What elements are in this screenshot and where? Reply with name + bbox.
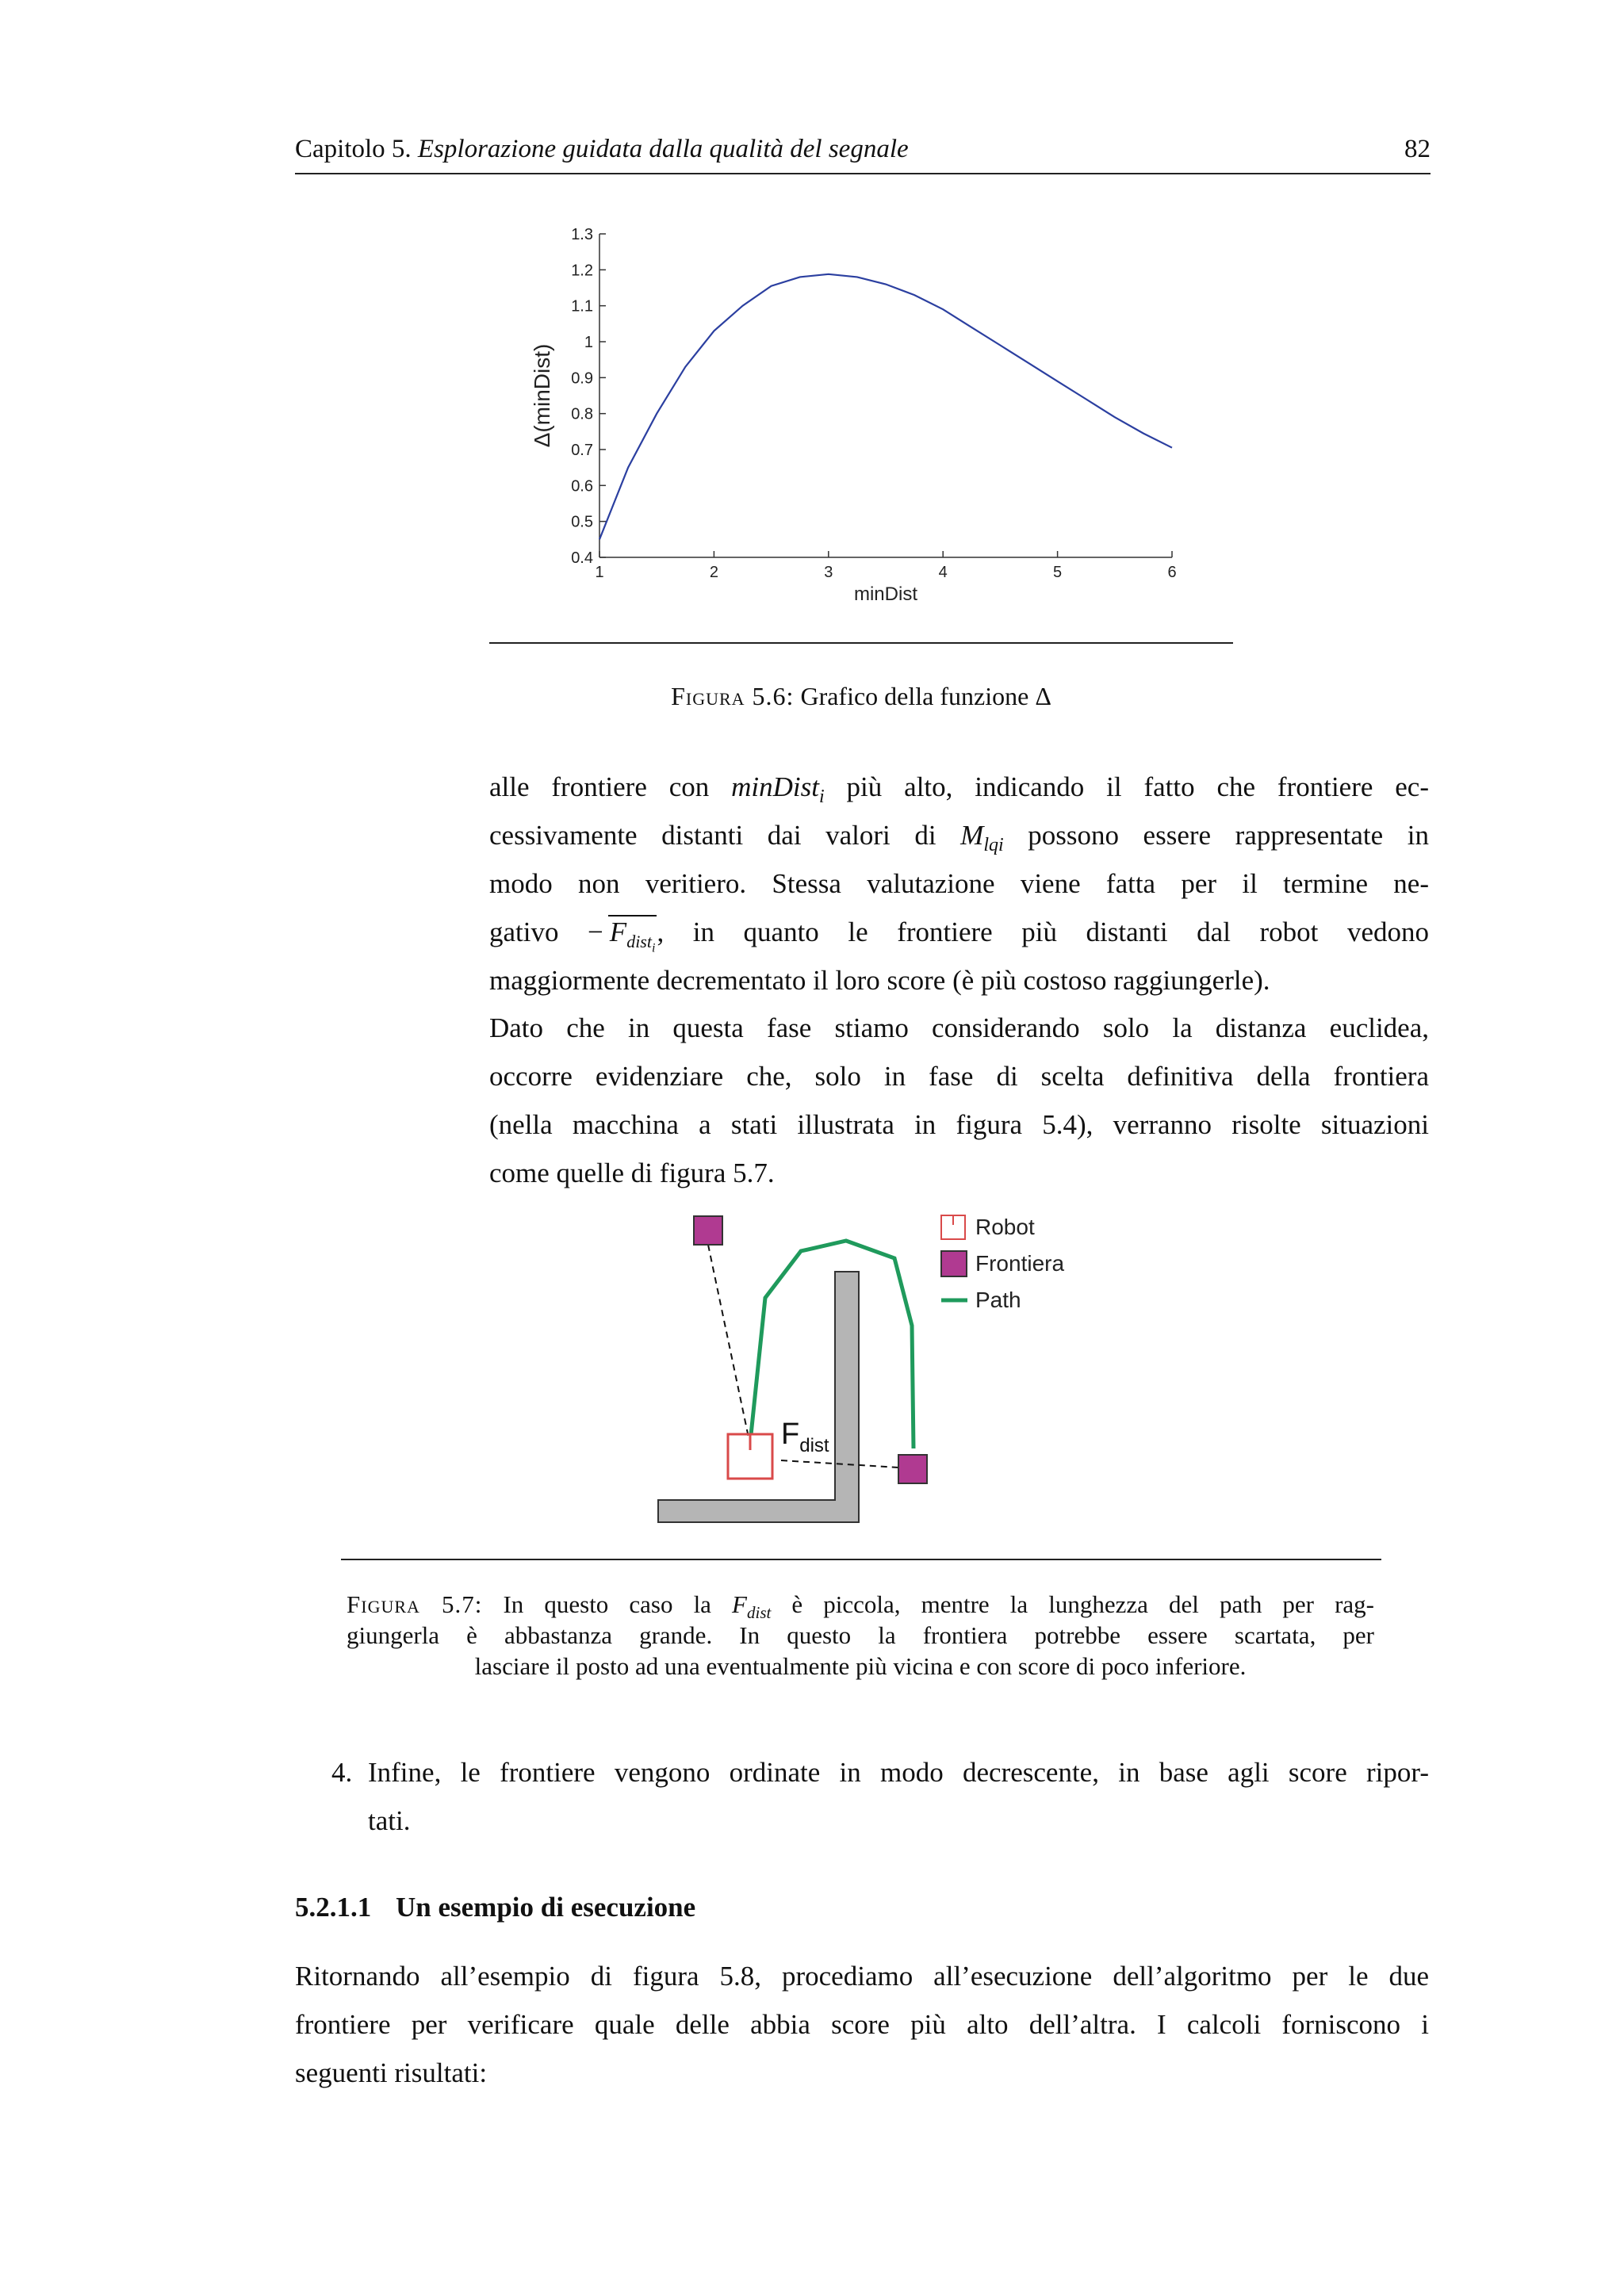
sqrt-radicand: $F_{dist_i}$ xyxy=(608,915,657,964)
figure-5-7-caption-line: giungerla è abbastanza grande. In questo la frontiera potrebbe essere scartata, per xyxy=(347,1621,1374,1649)
subsection-number: 5.2.1.1 xyxy=(295,1892,372,1923)
figure-5-6-caption xyxy=(489,682,1233,711)
x-tick-label: 3 xyxy=(824,564,833,581)
y-tick-label: 0.6 xyxy=(571,477,593,496)
figure-5-7-rule xyxy=(341,1559,1381,1560)
list-item-4 xyxy=(331,1748,1429,1845)
paragraph-3-line: frontiere per verificare quale delle abbia score più alto dell’altra. I calcoli forniscono i xyxy=(295,2009,1429,2040)
y-axis-label: Δ(minDist) xyxy=(530,343,554,448)
legend-robot-label: Robot xyxy=(975,1215,1035,1239)
subsection-title: Un esempio di esecuzione xyxy=(396,1892,696,1923)
x-tick-label: 4 xyxy=(938,564,948,581)
wall-obstacle xyxy=(658,1272,859,1522)
paragraph-2-line: Dato che in questa fase stiamo considerando solo la distanza euclidea, xyxy=(489,1012,1429,1043)
x-tick-label: 5 xyxy=(1053,564,1063,581)
legend-frontier-label: Frontiera xyxy=(975,1251,1065,1276)
paragraph-3-line: Ritornando all’esempio di figura 5.8, procediamo all’esecuzione dell’algoritmo per le due xyxy=(295,1961,1429,1992)
paragraph-1-line: alle frontiere con minDist$_i$ più alto, indicando il fatto che frontiere ec- xyxy=(489,771,1429,807)
x-axis-label: minDist xyxy=(853,584,918,605)
delta-function-chart xyxy=(523,218,1189,614)
figure-5-7-caption-line: lasciare il posto ad una eventualmente più vicina e con score di poco inferiore. xyxy=(474,1652,1247,1680)
fdist-label: $F_{dist}$ xyxy=(781,1418,829,1456)
figure-5-7-caption-line: Figura 5.7: In questo caso la $F_{dist}$ è piccola, mentre la lunghezza del path per rag- xyxy=(347,1590,1374,1623)
y-tick-label: 0.9 xyxy=(571,369,593,388)
header-chapter-title: Esplorazione guidata dalla qualità del segnale xyxy=(417,135,909,163)
paragraph-2-line: (nella macchina a stati illustrata in figura 5.4), verranno risolte situazioni xyxy=(489,1109,1429,1140)
paragraph-2-line: occorre evidenziare che, solo in fase di scelta definitiva della frontiera xyxy=(489,1061,1429,1092)
paragraph-1-line: cessivamente distanti dai valori di $M_{lqi}$ possono essere rappresentate in xyxy=(489,820,1429,855)
header-chapter xyxy=(295,135,909,164)
list-item-number: 4. xyxy=(331,1757,353,1788)
legend-path-label: Path xyxy=(975,1288,1021,1312)
page-number: 82 xyxy=(1404,135,1431,163)
y-tick-label: 0.4 xyxy=(571,549,593,567)
y-tick-label: 1.1 xyxy=(571,297,593,316)
paragraph-2-line: come quelle di figura 5.7. xyxy=(489,1158,775,1188)
y-tick-label: 1.3 xyxy=(571,226,593,243)
y-tick-label: 1.2 xyxy=(571,262,593,280)
paragraph-3-line: seguenti risultati: xyxy=(295,2057,488,2088)
figure-5-6-caption-label: Figura 5.6: xyxy=(671,682,795,710)
legend-frontier-swatch xyxy=(941,1251,967,1276)
y-tick-label: 0.7 xyxy=(571,442,593,459)
y-tick-label: 1 xyxy=(584,334,593,351)
paragraph-2 xyxy=(489,1004,1429,1197)
dashed-line-top xyxy=(708,1245,749,1437)
paragraph-1-line: modo non veritiero. Stessa valutazione viene fatta per il termine ne- xyxy=(489,868,1429,899)
figure-5-6-caption-text: Grafico della funzione Δ xyxy=(800,682,1051,710)
paragraph-1-line: maggiormente decrementato il loro score (è più costoso raggiungerle). xyxy=(489,965,1270,996)
running-header xyxy=(295,132,1431,174)
series-line xyxy=(599,274,1172,540)
x-tick-label: 6 xyxy=(1167,564,1177,581)
y-tick-label: 0.8 xyxy=(571,405,593,423)
frontier-right xyxy=(898,1455,927,1483)
list-item-line: Infine, le frontiere vengono ordinate in modo decrescente, in base agli score ripor- xyxy=(368,1757,1429,1788)
figure-5-7-caption xyxy=(347,1589,1374,1682)
x-tick-label: 2 xyxy=(709,564,718,581)
paragraph-1-line: gativo − $F_{dist_i}$, in quanto le frontiere più distanti dal robot vedono xyxy=(489,908,1429,956)
figure-5-6-rule xyxy=(489,642,1233,644)
list-item-line: tati. xyxy=(368,1805,411,1836)
paragraph-3 xyxy=(295,1952,1429,2097)
x-tick-label: 1 xyxy=(595,564,604,581)
header-chapter-prefix: Capitolo 5. xyxy=(295,135,412,163)
subsection-heading xyxy=(295,1892,695,1923)
fdist-diagram xyxy=(650,1201,1094,1534)
frontier-top xyxy=(694,1216,722,1245)
robot-path-line xyxy=(751,1241,914,1448)
paragraph-1 xyxy=(489,763,1429,1004)
y-tick-label: 0.5 xyxy=(571,513,593,531)
